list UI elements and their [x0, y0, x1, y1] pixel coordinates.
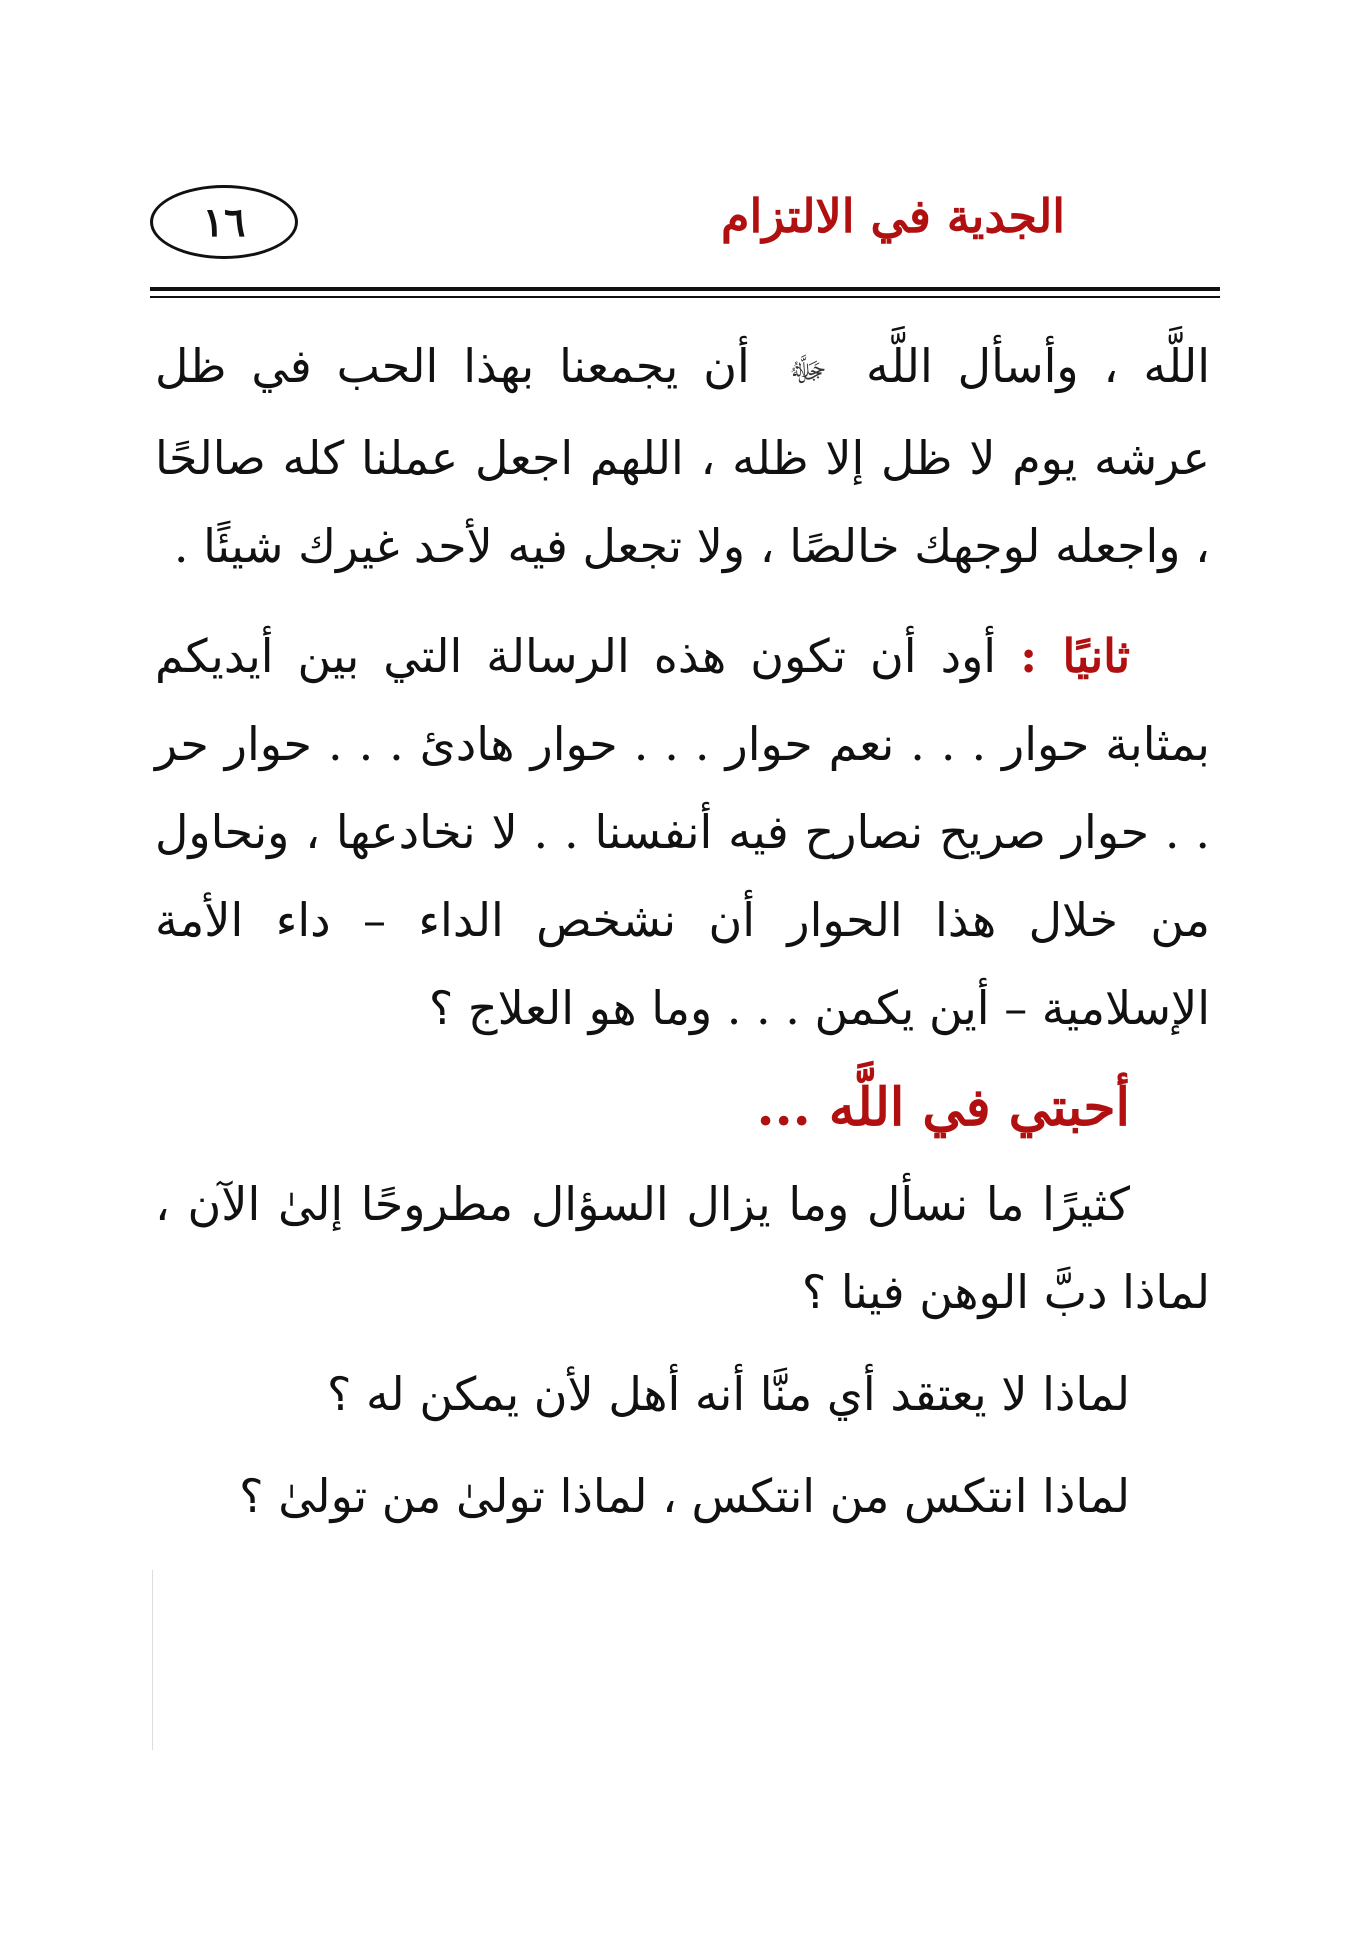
paragraph-5: لماذا انتكس من انتكس ، لماذا تولىٰ من تولىٰ ؟ — [239, 1469, 1130, 1523]
paragraph-2-keyword: ثانيًا : — [1020, 629, 1130, 683]
header-rule-thick — [150, 287, 1220, 291]
page-number-badge — [150, 185, 298, 259]
jalla-jalaluhu-honorific-icon: ﷻ — [788, 350, 828, 390]
paragraph-1-part-1: اللَّه ، وأسأل اللَّه — [866, 339, 1211, 393]
paragraph-2 — [155, 612, 1210, 1052]
paragraph-2-text: أود أن تكون هذه الرسالة التي بين أيديكم بمثابة حوار . . . نعم حوار . . . حوار هادئ . . . حوار حر . . حوار صريح نصارح فيه أنفسنا . . لا نخادعها ، ونحاول من خلال هذا الحوار أن نشخص الداء – داء الأمة الإسلامية – أين يكمن . . . وما هو العلاج ؟ — [155, 629, 1210, 1035]
page-header — [150, 185, 1220, 275]
header-rule-thin — [150, 296, 1220, 298]
paragraph-4: لماذا لا يعتقد أي منَّا أنه أهل لأن يمكن له ؟ — [326, 1367, 1130, 1421]
page-number: ١٦ — [202, 198, 246, 246]
running-title: الجدية في الالتزام — [720, 189, 1065, 243]
body-text — [155, 322, 1210, 1540]
paragraph-1 — [155, 322, 1210, 590]
paragraph-3: كثيرًا ما نسأل وما يزال السؤال مطروحًا إلىٰ الآن ، لماذا دبَّ الوهن فينا ؟ — [155, 1177, 1210, 1319]
paragraph-1-part-2: أن يجمعنا بهذا الحب في ظل عرشه يوم لا ظل إلا ظله ، اللهم اجعل عملنا كله صالحًا ، واجعله لوجهك خالصًا ، ولا تجعل فيه لأحد غيرك شيئًا . — [155, 339, 1210, 573]
scan-margin-line — [152, 1570, 153, 1750]
section-heading: أحبتي في اللَّه ... — [756, 1077, 1130, 1138]
